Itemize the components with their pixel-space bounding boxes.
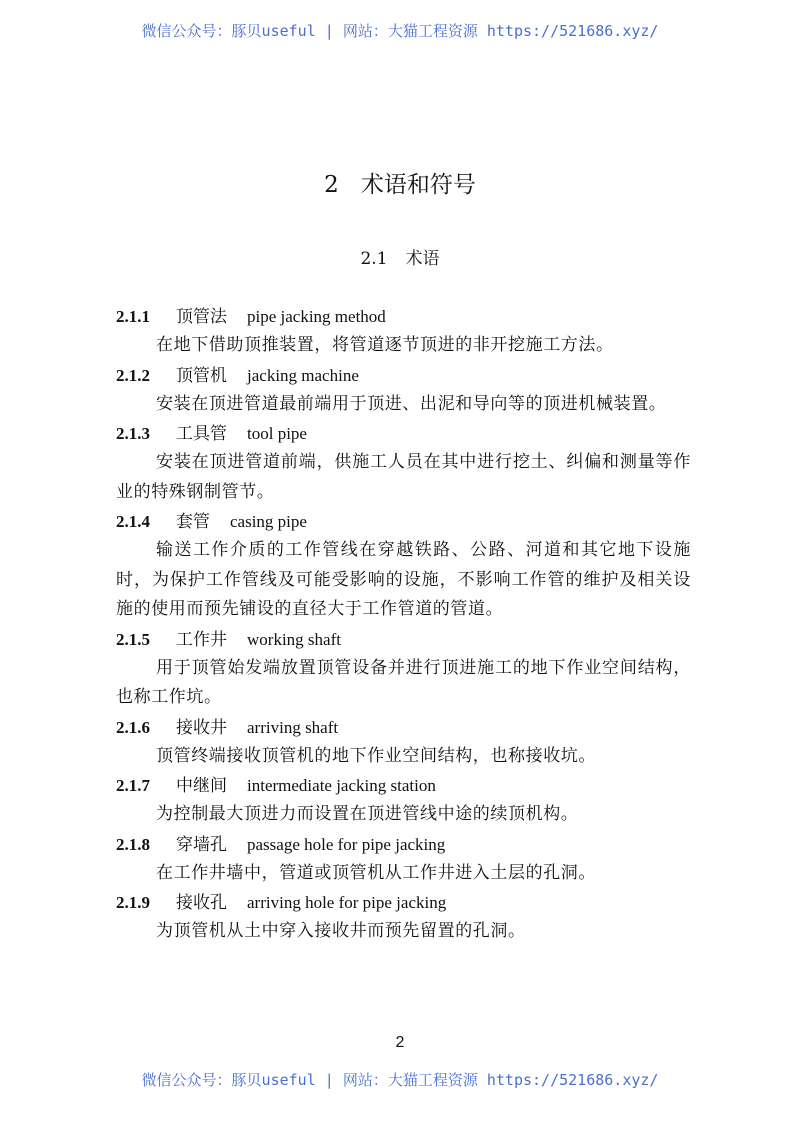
term-list <box>116 302 691 947</box>
term-number: 2.1.1 <box>116 307 150 326</box>
term-number: 2.1.7 <box>116 776 150 795</box>
term-heading <box>116 771 691 800</box>
term-2-1-9 <box>116 888 691 947</box>
term-chinese: 接收孔 <box>176 893 227 913</box>
chapter-title <box>0 166 800 199</box>
term-2-1-4 <box>116 507 691 625</box>
term-heading <box>116 830 691 859</box>
term-number: 2.1.4 <box>116 512 150 531</box>
term-heading <box>116 419 691 448</box>
term-definition: 顶管终端接收顶管机的地下作业空间结构，也称接收坑。 <box>156 745 596 766</box>
term-english: pipe jacking method <box>247 307 386 326</box>
term-chinese: 工作井 <box>176 629 227 650</box>
term-chinese: 套管 <box>176 512 210 532</box>
watermark-bottom: 微信公众号：豚贝useful | 网站：大猫工程资源 https://521686.xyz/ <box>141 1071 659 1089</box>
term-2-1-1 <box>116 302 691 361</box>
term-heading <box>116 625 691 654</box>
section-number: 2.1 <box>360 249 388 269</box>
chapter-title-text: 术语和符号 <box>360 172 476 198</box>
term-definition: 用于顶管始发端放置顶管设备并进行顶进施工的地下作业空间结构，也称工作坑。 <box>116 657 691 707</box>
term-2-1-8 <box>116 830 691 889</box>
term-chinese: 穿墙孔 <box>176 834 227 855</box>
term-english: arriving hole for pipe jacking <box>247 893 447 912</box>
term-2-1-5 <box>116 625 691 713</box>
term-2-1-2 <box>116 361 691 420</box>
term-chinese: 工具管 <box>176 424 227 444</box>
term-definition: 在地下借助顶推装置，将管道逐节顶进的非开挖施工方法。 <box>156 335 614 355</box>
term-english: casing pipe <box>230 512 307 531</box>
term-number: 2.1.6 <box>116 717 150 737</box>
term-definition: 安装在顶进管道前端，供施工人员在其中进行挖土、纠偏和测量等作业的特殊钢制管节。 <box>116 452 691 502</box>
term-definition: 在工作井墙中，管道或顶管机从工作井进入土层的孔洞。 <box>156 862 596 883</box>
term-english: arriving shaft <box>247 717 339 737</box>
term-number: 2.1.3 <box>116 424 150 443</box>
term-number: 2.1.5 <box>116 629 150 649</box>
term-2-1-7 <box>116 771 691 830</box>
term-chinese: 中继间 <box>176 776 227 796</box>
term-chinese: 顶管机 <box>176 365 227 386</box>
term-english: jacking machine <box>247 365 359 385</box>
term-english: intermediate jacking station <box>247 776 436 795</box>
term-chinese: 接收井 <box>176 717 227 738</box>
term-number: 2.1.8 <box>116 834 150 854</box>
watermark-top: 微信公众号：豚贝useful | 网站：大猫工程资源 https://521686.xyz/ <box>141 22 659 40</box>
term-chinese: 顶管法 <box>176 307 227 327</box>
term-heading <box>116 302 691 331</box>
term-2-1-6 <box>116 713 691 772</box>
section-title-text: 术语 <box>405 249 440 269</box>
section-title <box>0 244 800 269</box>
term-heading <box>116 713 691 742</box>
term-definition: 输送工作介质的工作管线在穿越铁路、公路、河道和其它地下设施时，为保护工作管线及可能受影响的设施，不影响工作管的维护及相关设施的使用而预先铺设的直径大于工作管道的管道。 <box>116 540 691 619</box>
term-english: working shaft <box>247 629 341 649</box>
chapter-number: 2 <box>324 172 339 198</box>
term-english: tool pipe <box>247 424 307 443</box>
term-heading <box>116 888 691 917</box>
term-heading <box>116 507 691 536</box>
term-definition: 为控制最大顶进力而设置在顶进管线中途的续顶机构。 <box>156 804 579 824</box>
term-definition: 安装在顶进管道最前端用于顶进、出泥和导向等的顶进机械装置。 <box>156 393 667 414</box>
page-number: 2 <box>395 1034 405 1051</box>
term-heading <box>116 361 691 390</box>
term-english: passage hole for pipe jacking <box>247 834 446 854</box>
term-definition: 为顶管机从土中穿入接收井而预先留置的孔洞。 <box>156 921 526 941</box>
term-number: 2.1.2 <box>116 365 150 385</box>
term-number: 2.1.9 <box>116 893 150 912</box>
term-2-1-3 <box>116 419 691 507</box>
